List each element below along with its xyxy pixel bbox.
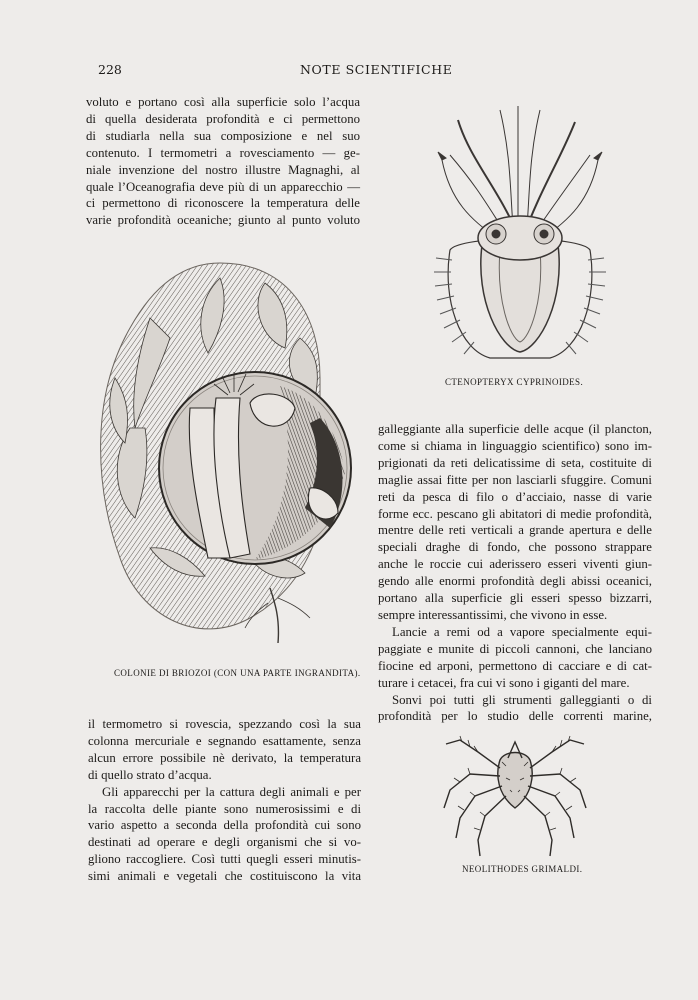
text-line: alcun errore possibile nè derivato, la temperatura [88,750,361,765]
text-line: ci permettono di riconoscere la temperatura delle [86,196,360,211]
text-line: paggiate e munite di piccoli cannoni, che lanciano [378,641,652,656]
text-line: reti da pesca di filo o d’acciaio, nasse di varie [378,489,652,504]
page-number: 228 [98,62,122,77]
text-line: gliono raccogliere. Così tutti quegli esseri minutis- [88,852,361,867]
text-line: mentre delle reti verticali a grande apertura e delle [378,523,652,538]
text-line: quale l’Oceanografia deve più di un apparecchio — [86,179,360,194]
figure-caption-crab: NEOLITHODES GRIMALDI. [462,864,583,874]
text-line: varie profondità oceaniche; giunto al punto voluto [86,213,360,228]
text-line: anche le roccie cui aderissero esseri viventi giun- [378,557,652,572]
text-line: vario aspetto a seconda della profondità cui sono [88,818,361,833]
text-line: prigionati da reti delicatissime di seta, costituite di [378,455,652,470]
running-title: NOTE SCIENTIFICHE [300,62,453,77]
text-line: Gli apparecchi per la cattura degli animali e per [102,784,361,799]
neolithodes-illustration [440,730,590,860]
text-line: maglie assai fitte per non lasciarli sfuggire. Comuni [378,472,652,487]
bryozoa-illustration [90,258,360,653]
figure-caption-squid: CTENOPTERYX CYPRINOIDES. [445,377,584,387]
text-column-top-left [86,94,360,229]
text-line: turare i cetacei, fra cui vi sono i giganti del mare. [378,675,630,690]
text-line: voluto e portano così alla superficie solo l’acqua [86,95,360,109]
figure-caption-bryozoa: COLONIE DI BRIOZOI (CON UNA PARTE INGRANDITA). [114,668,361,678]
text-line: di studiarla nella sua composizione e nel suo [86,128,360,143]
text-line: di quella desiderata profondità e ci permettono [86,111,360,126]
text-line: Lancie a remi od a vapore specialmente equi- [392,624,652,639]
text-line: sempre interessantissimi, che vivono in esse. [378,607,608,622]
text-line: la raccolta delle piante sono numerosissimi e di [88,801,361,816]
text-line: fiocine ed arponi, permettono di cacciare e di cat- [378,658,652,673]
text-line: portano alla superficie gli esseri spesso bizzarri, [378,591,652,606]
text-column-right [378,421,652,725]
text-line: come si chiama in linguaggio scientifico) sono im- [378,438,652,453]
text-line: speciali draghe di fondo, che possono strappare [378,540,652,555]
text-line: Sonvi poi tutti gli strumenti galleggianti o di [392,692,652,707]
text-line: colonna mercuriale e segnando esattamente, senza [88,733,361,748]
text-line: destinati ad operare e degli organismi che si vo- [88,835,361,850]
text-line: di quello strato d’acqua. [88,767,212,782]
text-line: simi animali e vegetali che costituiscono la vita [88,869,361,884]
text-line: niale invenzione del nostro illustre Magnaghi, al [86,162,360,177]
text-line: forme ecc. pescano gli abitatori di medie profondità, [378,506,652,521]
text-line: galleggiante alla superficie delle acque (il plancton, [378,422,652,436]
text-column-bottom-left [88,716,361,885]
text-line: il termometro si rovescia, spezzando così la sua [88,717,361,731]
text-line: gendo alle enormi profondità degli abissi oceanici, [378,574,652,589]
ctenopteryx-illustration [430,100,610,368]
text-line: profondità per lo studio delle correnti marine, [378,709,652,724]
text-line: contenuto. I termometri a rovesciamento — ge- [86,145,360,160]
